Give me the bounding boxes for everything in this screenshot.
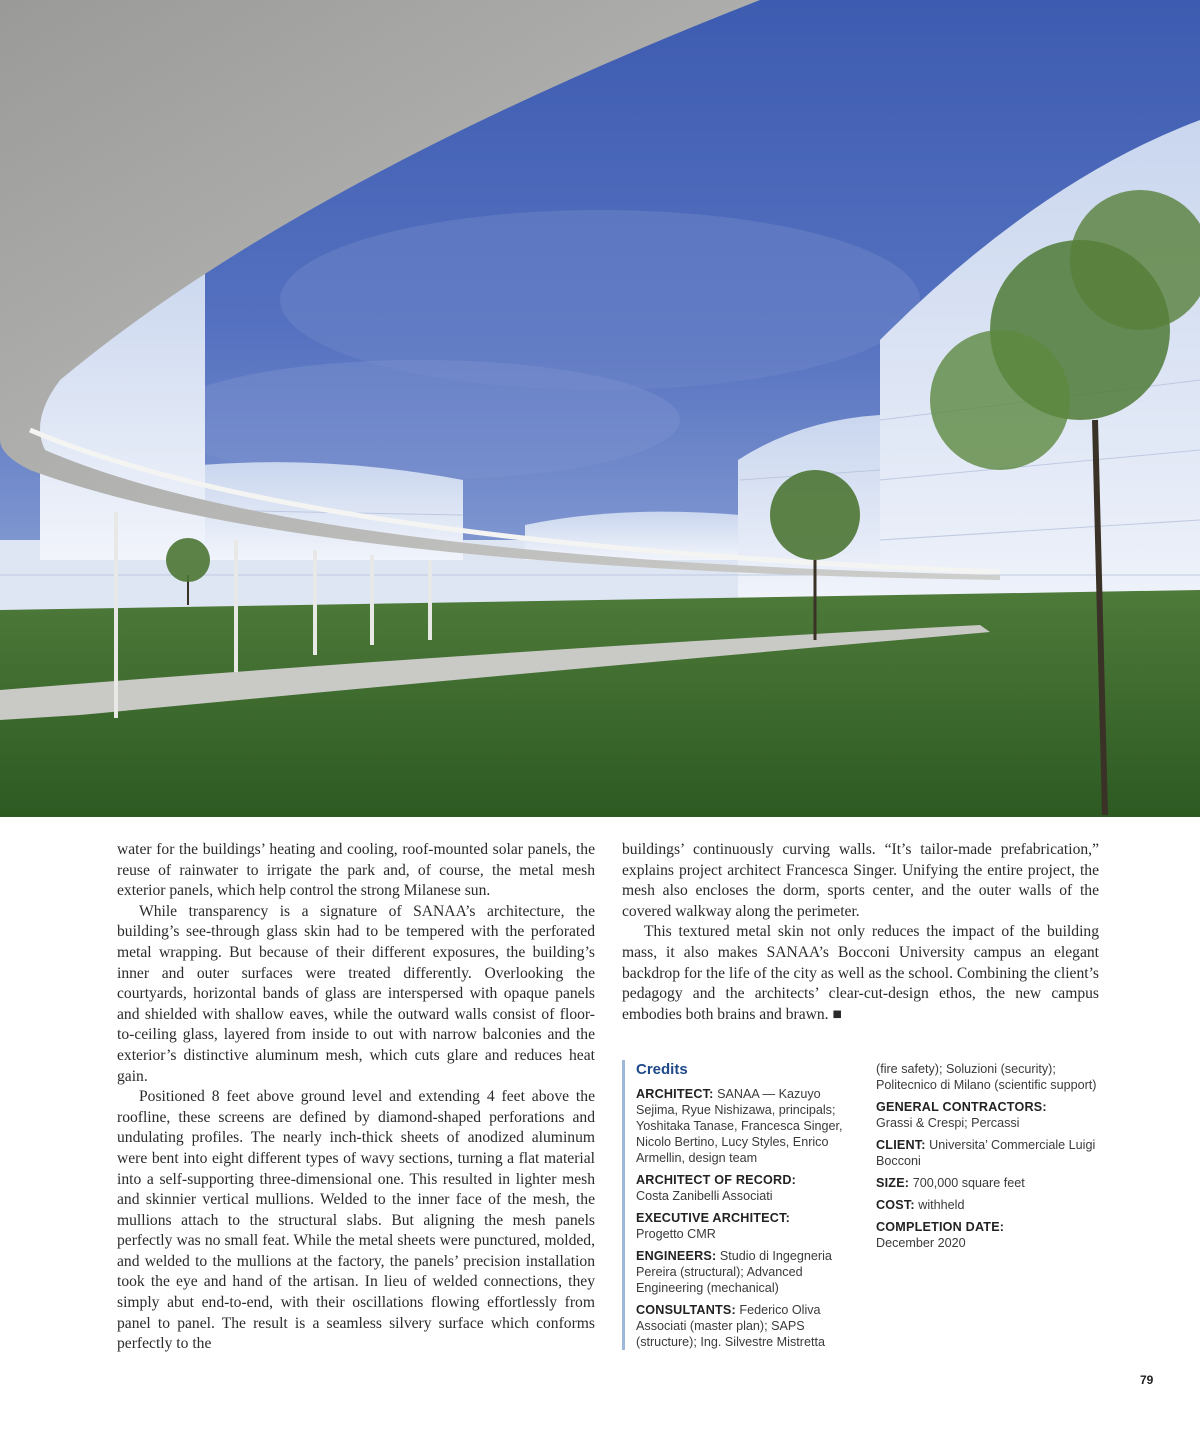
credit-entry: COMPLETION DATE: December 2020 — [876, 1220, 1005, 1250]
body-paragraph: Positioned 8 feet above ground level and extending 4 feet above the roofline, these screens are defined by diamond-shaped perforations and undulating profiles. The nearly inch-thick sheets of anodized aluminum were bent into eight different types of wavy sections, turning a flat material into a self-supporting three-dimensional one. This resulted in lighter mesh and skinnier vertical mullions. Welded to the inner face of the mesh, the mullions attach to the structural slabs. But aligning the mesh panels perfectly was no small feat. While the metal sheets were punctured, molded, and welded to the mullions at the factory, the panels’ precision installation took the eye and hand of the artisan. In lieu of welded connections, they simply abut end-to-end, with their oscillations flowing effortlessly from panel to panel. The result is a seamless silvery surface which conforms perfectly to the — [117, 1088, 595, 1353]
credit-entry: SIZE: 700,000 square feet — [876, 1176, 1025, 1190]
credits-column-a — [636, 1086, 861, 1356]
credit-entry: CLIENT: Universita’ Commerciale Luigi Bocconi — [876, 1138, 1096, 1168]
body-paragraph: This textured metal skin not only reduces the impact of the building mass, it also makes SANAA’s Bocconi University campus an elegant backdrop for the life of the city as well as the school. Combining the client’s pedagogy and the architects’ clear-cut-design ethos, the new campus embodies both brains and brawn. ■ — [622, 923, 1099, 1023]
body-column-left — [117, 840, 595, 1355]
credit-entry: GENERAL CONTRACTORS: Grassi & Crespi; Percassi — [876, 1100, 1047, 1130]
credit-entry: CONSULTANTS: Federico Oliva Associati (master plan); SAPS (structure); Ing. Silvestre Mistretta — [636, 1303, 825, 1349]
body-paragraph: water for the buildings’ heating and cooling, roof-mounted solar panels, the reuse of rainwater to irrigate the park and, of course, the metal mesh exterior panels, which help control the strong Milanese sun. — [117, 841, 595, 900]
body-column-right — [622, 840, 1099, 1025]
body-paragraph: buildings’ continuously curving walls. “It’s tailor-made prefabrication,” explains project architect Francesca Singer. Unifying the entire project, the mesh also encloses the dorm, sports center, and the outer walls of the covered walkway along the perimeter. — [622, 841, 1099, 920]
page-number: 79 — [1140, 1373, 1154, 1387]
credit-entry: ARCHITECT OF RECORD: Costa Zanibelli Associati — [636, 1173, 797, 1203]
body-paragraph: While transparency is a signature of SANAA’s architecture, the building’s see-through glass skin had to be tempered with the perforated metal wrapping. But because of their different exposures, the building’s inner and outer surfaces were treated differently. Overlooking the courtyards, horizontal bands of glass are interspersed with opaque panels and shielded with shallow eaves, while the outward walls consist of floor-to-ceiling glass, layered from inside to out with narrow balconies and the exterior’s distinctive aluminum mesh, which cuts glare and reduces heat gain. — [117, 902, 595, 1085]
credit-entry: COST: withheld — [876, 1198, 965, 1212]
credits-title: Credits — [636, 1061, 688, 1078]
credits-rule — [622, 1060, 625, 1350]
credit-entry: ENGINEERS: Studio di Ingegneria Pereira (structural); Advanced Engineering (mechanical) — [636, 1249, 832, 1295]
credits-column-b — [876, 1061, 1101, 1257]
credit-entry: EXECUTIVE ARCHITECT: Progetto CMR — [636, 1211, 790, 1241]
credit-entry: ARCHITECT: SANAA — Kazuyo Sejima, Ryue Nishizawa, principals; Yoshitaka Tanase, Francesca Singer, Nicolo Bertino, Lucy Styles, Enrico Armellin, design team — [636, 1087, 843, 1165]
credit-entry-continued: (fire safety); Soluzioni (security); Politecnico di Milano (scientific support) — [876, 1062, 1097, 1092]
